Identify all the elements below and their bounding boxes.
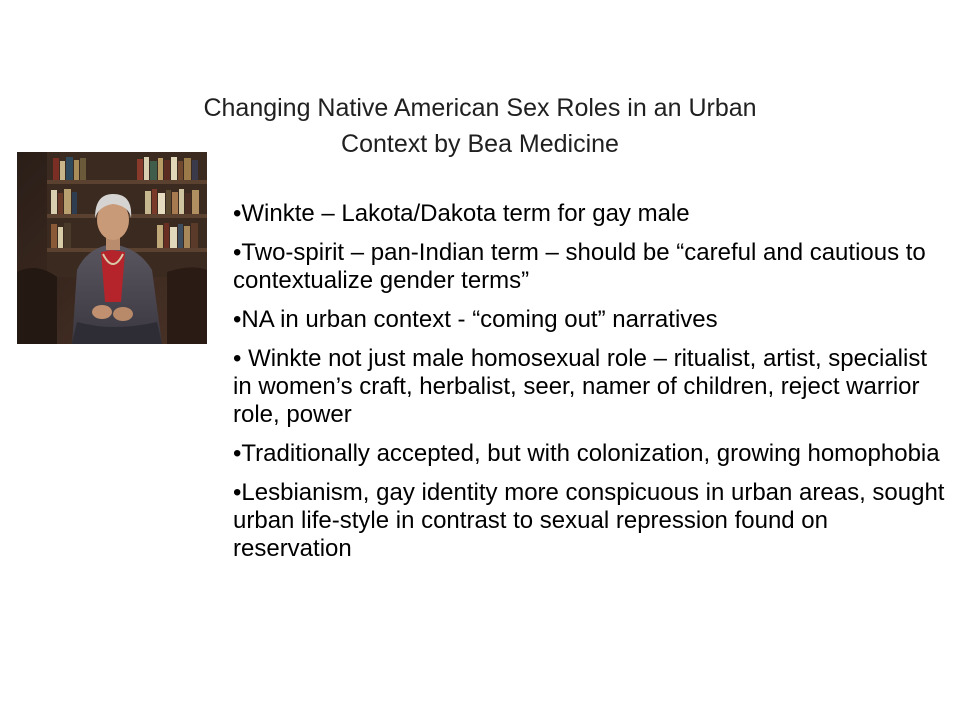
bullet-two-spirit: •Two-spirit – pan-Indian term – should be “careful and cautious to contextualize gender terms” — [233, 239, 926, 294]
bullet-traditionally-accepted: •Traditionally accepted, but with colonization, growing homophobia — [233, 440, 940, 467]
bullet-urban-context: •NA in urban context - “coming out” narratives — [233, 306, 718, 333]
title-line-1: Changing Native American Sex Roles in an Urban — [203, 94, 757, 122]
portrait-image — [17, 152, 207, 344]
bullet-winkte-term: •Winkte – Lakota/Dakota term for gay male — [233, 200, 690, 227]
bullet-winkte-roles: • Winkte not just male homosexual role – ritualist, artist, specialist in women’s craft, herbalist, seer, namer of children, reject warrior role, power — [233, 345, 928, 428]
bullet-list — [233, 200, 945, 574]
title-line-2: Context by Bea Medicine — [341, 130, 619, 158]
portrait-photo — [17, 152, 207, 344]
bullet-lesbianism: •Lesbianism, gay identity more conspicuous in urban areas, sought urban life-style in contrast to sexual repression found on reservation — [233, 479, 945, 562]
